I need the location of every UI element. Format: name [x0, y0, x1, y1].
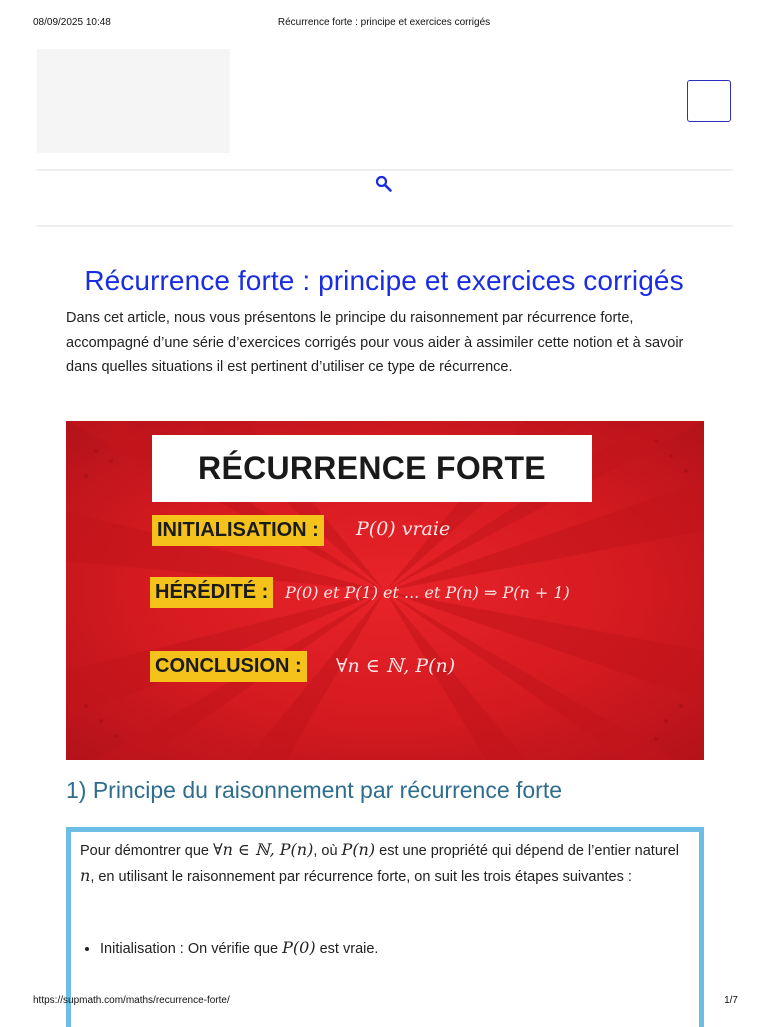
print-datetime: 08/09/2025 10:48 [33, 17, 111, 28]
heredite-math: P(0) et P(1) et ... et P(n) ⇒ P(n + 1) [285, 583, 570, 602]
principle-paragraph [80, 838, 692, 889]
principle-text-1: Pour démontrer que [80, 843, 213, 859]
print-url: https://supmath.com/maths/recurrence-forte/ [33, 995, 230, 1006]
heredite-label: HÉRÉDITÉ : [150, 577, 273, 608]
step-initialisation-end: est vraie. [315, 941, 379, 957]
principle-math-3: n [80, 865, 91, 885]
list-item [100, 936, 378, 961]
featured-image [66, 421, 704, 760]
initialisation-label: INITIALISATION : [152, 515, 324, 546]
intro-paragraph: Dans cet article, nous vous présentons le principe du raisonnement par récurrence forte, accompagné d’une série d’exercices corrigés pour vous aider à assimiler cette notion et à savoir dans quelles situations il est pertinent d’utiliser ce type de récurrence. [66, 310, 684, 375]
principle-math-2: P(n) [341, 840, 376, 859]
menu-button[interactable] [687, 80, 731, 122]
step-initialisation-text: Initialisation : On vérifie que [100, 941, 283, 957]
principle-text-3: est une propriété qui dépend de l’entier naturel [375, 843, 680, 859]
step-initialisation-math: P(0) [282, 938, 316, 957]
conclusion-label: CONCLUSION : [150, 651, 307, 682]
initialisation-math: P(0) vraie [356, 518, 451, 540]
steps-list [80, 936, 378, 961]
page-title: Récurrence forte : principe et exercices corrigés [84, 264, 684, 296]
principle-math-1: ∀n ∈ ℕ, P(n) [213, 840, 314, 859]
section-heading: 1) Principe du raisonnement par récurrence forte [66, 777, 563, 803]
principle-text-2: , où [313, 843, 342, 859]
header-divider-bottom [37, 225, 733, 227]
banner-title: RÉCURRENCE FORTE [152, 435, 592, 502]
print-page-number: 1/7 [724, 995, 738, 1006]
header-divider-top [37, 169, 733, 171]
search-icon[interactable] [375, 175, 393, 193]
print-document-title: Récurrence forte : principe et exercices corrigés [277, 17, 491, 28]
site-logo[interactable] [37, 49, 230, 153]
principle-text-4: , en utilisant le raisonnement par récurrence forte, on suit les trois étapes suivantes : [90, 868, 632, 885]
conclusion-math: ∀n ∈ ℕ, P(n) [336, 655, 456, 677]
